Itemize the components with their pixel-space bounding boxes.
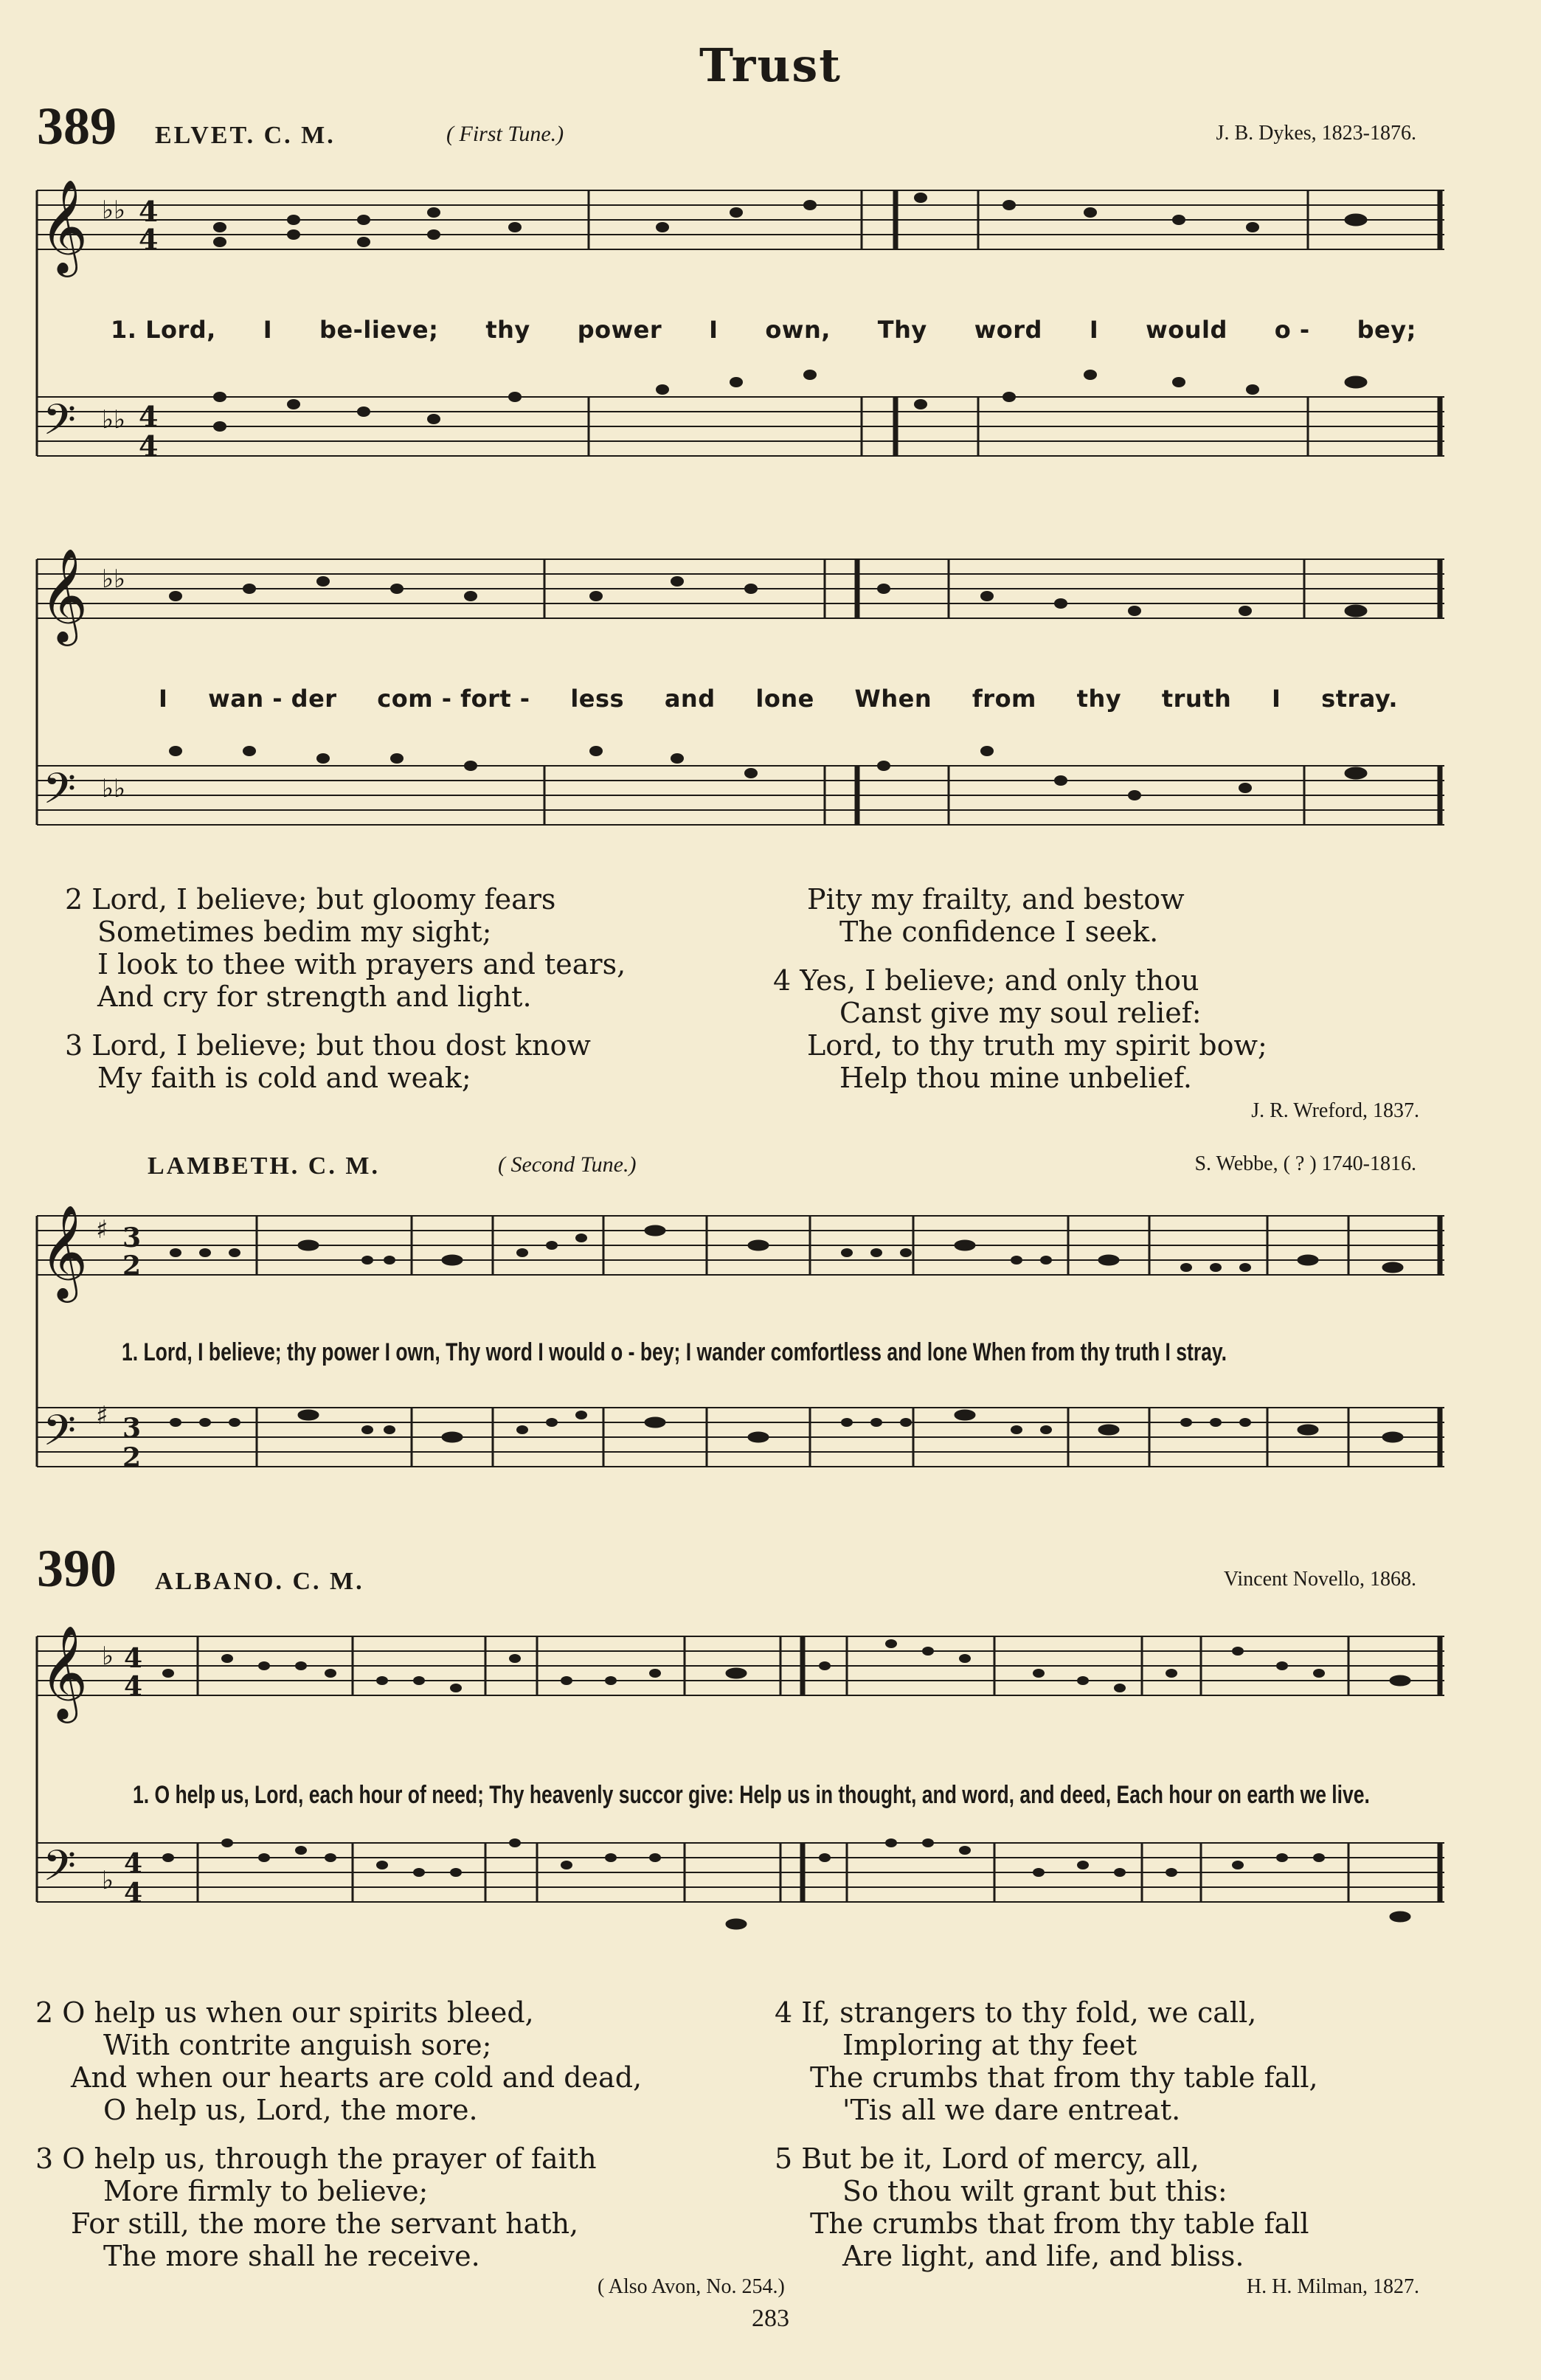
- composer: S. Webbe, ( ? ) 1740-1816.: [1194, 1152, 1416, 1175]
- svg-text:4: 4: [124, 1643, 143, 1674]
- page-number: 283: [752, 2305, 789, 2332]
- verses-390-left: 2 O help us when our spirits bleed, With contrite anguish sore; And when our hearts are cold and dead, O help us, Lord, the more. 3 O help us, through the prayer of faith More firmly to believe; For still, the more the servant hath, The more shall he receive.: [35, 1996, 643, 2272]
- verses-389-left: 2 Lord, I believe; but gloomy fears Sometimes bedim my sight; I look to thee with prayers and tears, And cry for strength and light. 3 Lord, I believe; but thou dost know My faith is cold and weak;: [65, 883, 626, 1094]
- svg-text:2: 2: [122, 1250, 142, 1281]
- tune-note: ( Second Tune.): [498, 1152, 637, 1177]
- tune-name: ALBANO. C. M.: [155, 1568, 364, 1595]
- composer: J. B. Dykes, 1823-1876.: [1216, 122, 1416, 145]
- svg-text:♭♭: ♭♭: [102, 405, 126, 435]
- tune-name: LAMBETH. C. M.: [148, 1152, 380, 1180]
- verses-390-right: 4 If, strangers to thy fold, we call, Imploring at thy feet The crumbs that from thy table fall, 'Tis all we dare entreat. 5 But be it, Lord of mercy, all, So thou wilt grant but this: The crumbs that from thy table fall Are light, and life, and bliss.: [775, 1996, 1318, 2272]
- lyric-line-389-1: 1. Lord, I be-lieve; thy power I own, Thy word I would o - bey;: [111, 316, 1416, 344]
- svg-text:♭: ♭: [102, 1866, 114, 1895]
- verse-5: 5 But be it, Lord of mercy, all,: [775, 2142, 1199, 2175]
- svg-text:3: 3: [122, 1222, 142, 1253]
- svg-text:4: 4: [124, 1848, 143, 1879]
- also-note: ( Also Avon, No. 254.): [598, 2275, 785, 2298]
- bass-clef-icon: 𝄢: [43, 1405, 77, 1466]
- treble-clef-icon: 𝄞: [40, 1204, 89, 1298]
- svg-text:♯: ♯: [96, 1215, 108, 1245]
- bass-clef-icon: 𝄢: [43, 395, 77, 455]
- verse-3: 3 O help us, through the prayer of faith: [35, 2142, 597, 2175]
- verse-2: 2 O help us when our spirits bleed,: [35, 1996, 534, 2029]
- svg-text:3: 3: [122, 1413, 142, 1444]
- svg-text:4: 4: [139, 195, 159, 228]
- verse-2: 2 Lord, I believe; but gloomy fears: [65, 883, 556, 916]
- svg-text:4: 4: [124, 1671, 143, 1702]
- verses-389-right: Pity my frailty, and bestow The confidence I seek. 4 Yes, I believe; and only thou Canst give my soul relief: Lord, to thy truth my spirit bow; Help thou mine unbelief.: [773, 883, 1267, 1094]
- bass-clef-icon: 𝄢: [43, 764, 77, 824]
- svg-text:2: 2: [122, 1442, 142, 1473]
- svg-text:♭♭: ♭♭: [102, 196, 126, 225]
- author-credit: H. H. Milman, 1827.: [1246, 2275, 1419, 2298]
- treble-clef-icon: 𝄞: [40, 179, 89, 273]
- svg-text:♭♭: ♭♭: [102, 564, 126, 594]
- svg-text:4: 4: [124, 1878, 143, 1909]
- treble-staff: [37, 190, 1444, 249]
- svg-text:4: 4: [139, 400, 159, 433]
- verse-4: 4 If, strangers to thy fold, we call,: [775, 1996, 1257, 2029]
- svg-text:4: 4: [139, 223, 159, 256]
- svg-text:♭♭: ♭♭: [102, 774, 126, 803]
- hymn-number: 390: [37, 1539, 117, 1598]
- bass-staff: [37, 397, 1444, 456]
- svg-text:♭: ♭: [102, 1642, 114, 1671]
- verse-3: 3 Lord, I believe; but thou dost know: [65, 1029, 591, 1062]
- treble-clef-icon: 𝄞: [40, 547, 89, 642]
- treble-clef-icon: 𝄞: [40, 1625, 89, 1719]
- svg-text:♯: ♯: [96, 1401, 108, 1431]
- section-title: Trust: [699, 38, 842, 92]
- lyric-line-389-2: I wan - der com - fort - less and lone When from thy truth I stray.: [159, 685, 1398, 713]
- lyric-line-390: 1. O help us, Lord, each hour of need; Thy heavenly succor give: Help us in thought, and word, and deed, Each hour on earth we live.: [133, 1781, 1370, 1809]
- composer: Vincent Novello, 1868.: [1223, 1568, 1416, 1591]
- tune-note: ( First Tune.): [446, 122, 564, 146]
- hymn-number: 389: [37, 97, 117, 156]
- author-credit: J. R. Wreford, 1837.: [1251, 1099, 1419, 1122]
- svg-text:4: 4: [139, 429, 159, 463]
- lyric-line-lambeth: 1. Lord, I believe; thy power I own, Thy word I would o - bey; I wander comfortless and lone When from thy truth I stray.: [122, 1338, 1227, 1366]
- notes-bass: [213, 370, 1366, 432]
- verse-4: 4 Yes, I believe; and only thou: [773, 964, 1199, 997]
- tune-name: ELVET. C. M.: [155, 122, 336, 149]
- bass-clef-icon: 𝄢: [43, 1841, 77, 1901]
